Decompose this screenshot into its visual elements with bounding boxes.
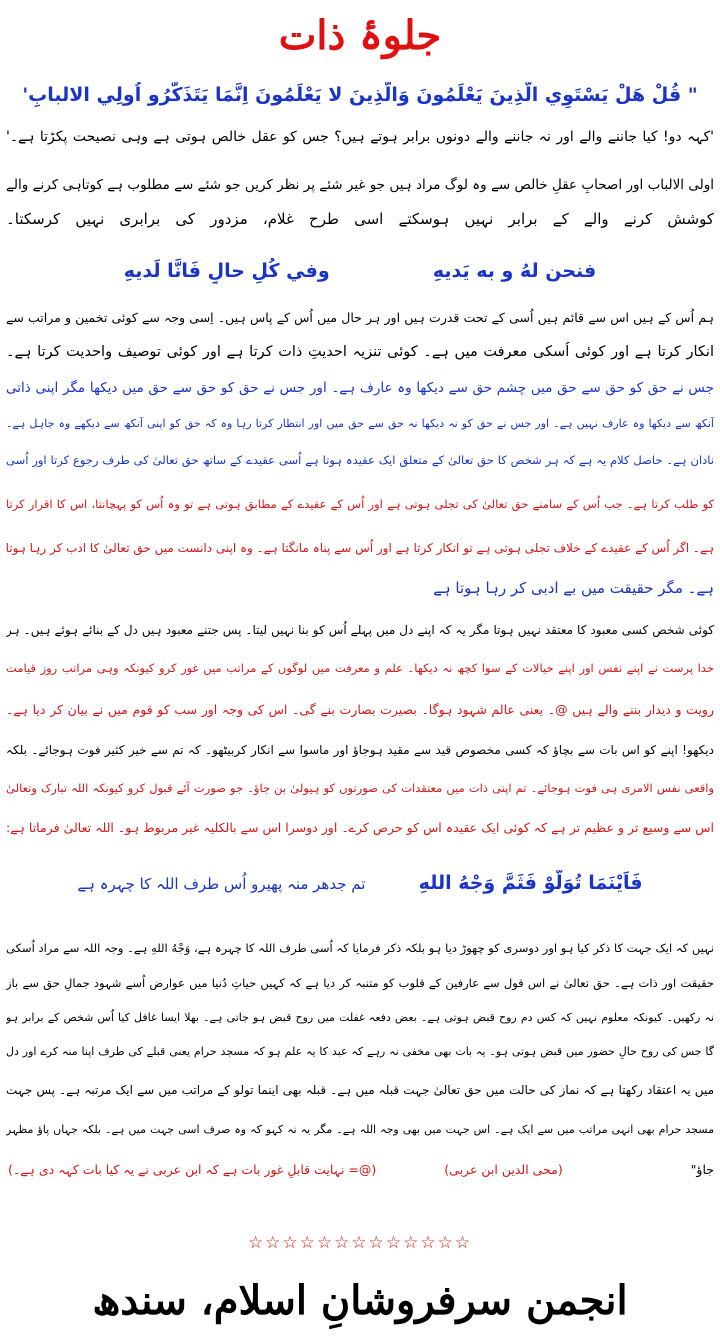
couplet-left: وفي كُلِ حالٍ فَانَّا لَديهِ <box>123 260 330 282</box>
paragraph-5-line-5: میں یہ اعتقاد رکھتا ہے کہ نماز کی حالت میں حق تعالیٰ جہت قبلہ میں ہے۔ قبلہ بھی اینما تولو کے مراتب میں سے ایک مرتبہ ہے۔ پس جہت <box>6 1083 714 1097</box>
paragraph-2-line-1: ہم اُس کے ہیں اس سے قائم ہیں اُسی کے تحت قدرت ہیں اور ہر حال میں اُس کے پاس ہیں۔ اِسی وجہ سے کوئی تخمین و مراتب سے <box>6 310 714 325</box>
paragraph-5-line-6: مسجد حرام بھی انہی مراتب میں سے ایک ہے۔ اس جہت میں بھی وجہ اللہ ہے۔ مگر یہ نہ کہو کہ وہ صرف اسی جہت میں ہے۔ بلکہ جہاں پاؤ مظہر <box>6 1123 714 1136</box>
arabic-couplet <box>6 258 714 284</box>
paragraph-1-line-2: اولی الالباب اور اصحابِ عقلِ خالص سے وہ لوگ مراد ہیں جو غیر شئے پر نظر کریں جو شئے سے مطلوب ہے کوتاہی کرنے والے <box>6 177 714 193</box>
verse-2-translation: تم جدھر منہ پھیرو اُس طرف اللہ کا چہرہ ہے <box>77 875 366 893</box>
paragraph-1-line-3: کوشش کرنے والے کے برابر نہیں ہوسکتے اسی طرح غلام، مزدور کی برابری نہیں کرسکتا۔ <box>6 210 714 228</box>
paragraph-2-line-2: انکار کرتا ہے اور کوئی اُسکی معرفت میں ہے۔ کوئی تنزیہ احدیتِ ذات کرتا ہے اور کوئی توصیف واحدیت کرتا ہے۔ <box>6 344 714 360</box>
couplet-right: فنحن لهُ و به يَديهِ <box>432 260 597 282</box>
page-title: جلوۂ ذات <box>278 12 442 59</box>
closing-word: جاؤ" <box>690 1162 714 1177</box>
star-divider: ☆☆☆☆☆☆☆☆☆☆☆☆☆ <box>247 1233 473 1253</box>
paragraph-4-line-5: واقعی نفس الامری ہی فوت ہوجائے۔ تم اپنی ذات میں معتقدات کی صورتوں کو ہیولیٰ بن جاؤ۔ جو صورت آئے قبول کرو کیونکہ اللہ تبارک وتعالیٰ <box>6 781 714 795</box>
paragraph-5-line-4: گا جس کی روح حالِ حضور میں قبض ہوتی ہو۔ یہ بات بھی مخفی نہ رہے کہ عبد کا یہ علم ہو کہ مسجد حرام یعنی قبلے کی طرف اپنا منہ کرے اور دل <box>6 1045 714 1058</box>
paragraph-4-line-3: رویت و دیدار بننے والے ہیں @۔ یعنی عالم شہود ہوگا۔ بصیرت بصارت بنے گی۔ اس کی وجہ اور سب کو قوم میں نے بیان کر دیا ہے۔ <box>6 702 714 717</box>
paragraph-4-line-6: اس سے وسیع تر و عظیم تر ہے کہ کوئی ایک عقیدہ اس کو حرص کرے۔ اور دوسرا اس سے بالکلیہ غیر مربوط ہو۔ اللہ تعالیٰ فرماتا ہے: <box>6 820 714 835</box>
paragraph-5-line-3: نہ رکھیں۔ کیونکہ معلوم نہیں کہ کس دم روح قبض ہوتی ہے۔ بعض دفعہ غفلت میں روح قبض ہو جاتی ہے۔ بھلا ایسا غافل کیا اُس شخص کے برابر ہو <box>6 1011 714 1024</box>
footnote-note: (@= نہایت قابلِ غور بات ہے کہ ابن عربی نے یہ کیا بات کہہ دی ہے۔) <box>8 1162 377 1177</box>
paragraph-4-line-2: خدا پرست نے اپنے نفس اور اپنے خیالات کے سوا کچھ نہ دیکھا۔ علم و معرفت میں لوگوں کے مراتب میں غور کرو کیونکہ وہی مراتب روز قیامت <box>6 661 714 675</box>
paragraph-3-line-6: ہے۔ مگر حقیقت میں بے ادبی کر رہا ہوتا ہے <box>433 579 714 597</box>
author-attribution: (محی الدین ابن عربی) <box>444 1162 563 1177</box>
organization-footer: انجمن سرفروشانِ اسلام، سندھ <box>92 1277 628 1324</box>
paragraph-3-line-3: نادان ہے۔ حاصل کلام یہ ہے کہ ہر شخص کا حق تعالیٰ کے متعلق ایک عقیدہ ہوتا ہے اُسی عقیدے کے ساتھ حق تعالیٰ کی طرف رجوع کرتا اور اُسی <box>6 453 714 467</box>
verse-2-arabic: فَاَيْنَمَا تُوَلُّوْ فَثَمَّ وَجْهُ اللهِ <box>418 872 643 894</box>
paragraph-3-line-5: ہے۔ اگر اُس کے عقیدے کے خلاف تجلی ہوتی ہے تو انکار کرتا ہے اور اُس سے پناہ مانگتا ہے۔ وہ اپنی دانست میں حق تعالیٰ کا ادب کر رہا ہوتا <box>6 541 714 555</box>
quran-verse-heading: " قُلْ هَلْ يَسْتَوِي الَّذِينَ يَعْلَمُونَ وَالَّذِينَ لا يَعْلَمُونَ اِنَّمَا يَتَذَكَّرُو اُولِي الالبابِ' <box>22 84 698 106</box>
paragraph-3-line-4: کو طلب کرتا ہے۔ جب اُس کے سامنے حق تعالیٰ کی تجلی ہوتی ہے اور اُس کے عقیدے کے مطابق ہوتی ہے تو وہ اُس کو پہچانتا، اس کا اقرار کرتا <box>6 497 714 511</box>
paragraph-4-line-1: کوئی شخص کسی معبود کا معتقد نہیں ہوتا مگر یہ کہ اپنے دل میں پہلے اُس کو بنا نہیں لیتا۔ پس جتنے معبود ہیں دل کے بنائے ہوئے ہیں۔ ہر <box>6 623 714 637</box>
paragraph-5-line-2: حقیقت اور ذات ہے۔ حق تعالیٰ نے اس قول سے عارفین کے قلوب کو متنبہ کر دیا ہے کہ کہیں حیاتِ دُنیا میں عوارض اُسے شہود جمالِ حق سے باز <box>6 976 714 990</box>
closing-line <box>6 1160 714 1180</box>
paragraph-3-line-2: آنکھ سے دیکھا وہ عارف نہیں ہے۔ اور جس نے حق کو نہ دیکھا نہ حق سے حق میں اور انتظار کرتا رہا وہ کہ حق کو اپنی آنکھ سے دیکھے وہ جاہل ہے۔ <box>6 417 714 430</box>
paragraph-4-line-4: دیکھو! اپنے کو اس بات سے بچاؤ کہ کسی مخصوص قید سے مقید ہوجاؤ اور ماسوا سے انکار کربیٹھو۔ کہ تم سے خیر کثیر فوت ہوجائے۔ بلکہ <box>6 743 714 757</box>
quran-verse-2 <box>6 870 714 897</box>
paragraph-3-line-1: جس نے حق کو حق سے حق میں چشم حق سے دیکھا وہ عارف ہے۔ اور جس نے حق کو حق سے حق میں دیکھا مگر اپنی ذاتی <box>6 380 714 396</box>
paragraph-1-line-1: 'کہہ دو! کیا جاننے والے اور نہ جاننے والے دونوں برابر ہوتے ہیں؟ جس کو عقل خالص ہوتی ہے وہی نصیحت پکڑتا ہے۔' <box>6 129 714 145</box>
paragraph-5-line-1: نہیں کہ ایک جہت کا ذکر کیا ہو اور دوسری کو چھوڑ دیا ہو بلکہ ذکر فرمایا کہ اُسی طرف اللہ کا چہرہ ہے، وَجْهُ اللهِ ہے۔ وجہ اللہ سے مراد اُسکی <box>6 941 714 955</box>
